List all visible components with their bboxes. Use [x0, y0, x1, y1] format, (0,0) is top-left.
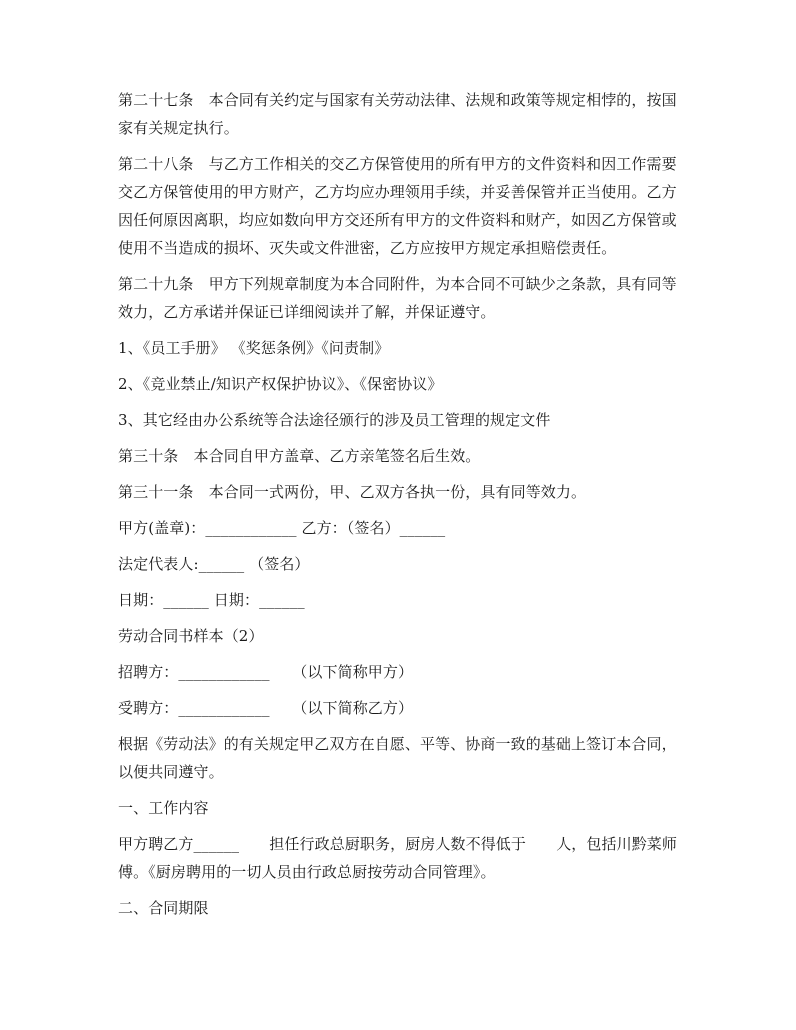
attachment-item-3: 3、其它经由办公系统等合法途径颁行的涉及员工管理的规定文件 — [118, 411, 551, 429]
article-31: 第三十一条 本合同一式两份，甲、乙双方各执一份，具有同等效力。 — [118, 483, 587, 501]
article-28: 第二十八条 与乙方工作相关的交乙方保管使用的所有甲方的文件资料和因工作需要交乙方保管使用的甲方财产，乙方均应办理领用手续，并妥善保管并正当使用。乙方因任何原因离职，均应如数向甲方交还所有甲方的文件资料和财产，如因乙方保管或使用不当造成的损坏、灭失或文件泄密，乙方应按甲方规定承担赔偿责任。 — [118, 155, 677, 257]
employee-line: 受聘方：____________ （以下简称乙方） — [118, 699, 414, 717]
preamble: 根据《劳动法》的有关规定甲乙双方在自愿、平等、协商一致的基础上签订本合同，以便共同遵守。 — [118, 735, 677, 781]
attachment-item-2: 2、《竞业禁止/知识产权保护协议》、《保密协议》 — [118, 375, 443, 393]
document-body — [118, 86, 684, 922]
employer-line: 招聘方：____________ （以下简称甲方） — [118, 663, 414, 681]
signature-line-legal-rep: 法定代表人:______ （签名） — [118, 555, 310, 573]
article-30: 第三十条 本合同自甲方盖章、乙方亲笔签名后生效。 — [118, 447, 481, 465]
section-heading-work-content: 一、工作内容 — [118, 799, 209, 817]
attachment-item-1: 1、《员工手册》 《奖惩条例》《问责制》 — [118, 339, 390, 357]
signature-line-parties: 甲方(盖章)：____________ 乙方：（签名）______ — [118, 519, 446, 537]
section-heading-contract-term: 二、合同期限 — [118, 899, 209, 917]
work-content-text: 甲方聘乙方______ 担任行政总厨职务，厨房人数不得低于 人，包括川黔菜师傅。《厨房聘用的一切人员由行政总厨按劳动合同管理》。 — [118, 835, 678, 881]
article-29: 第二十九条 甲方下列规章制度为本合同附件，为本合同不可缺少之条款，具有同等效力，乙方承诺并保证已详细阅读并了解，并保证遵守。 — [118, 275, 677, 321]
sample-title: 劳动合同书样本（2） — [118, 627, 264, 645]
date-line: 日期：______ 日期：______ — [118, 591, 305, 609]
article-27: 第二十七条 本合同有关约定与国家有关劳动法律、法规和政策等规定相悖的，按国家有关规定执行。 — [118, 91, 677, 137]
